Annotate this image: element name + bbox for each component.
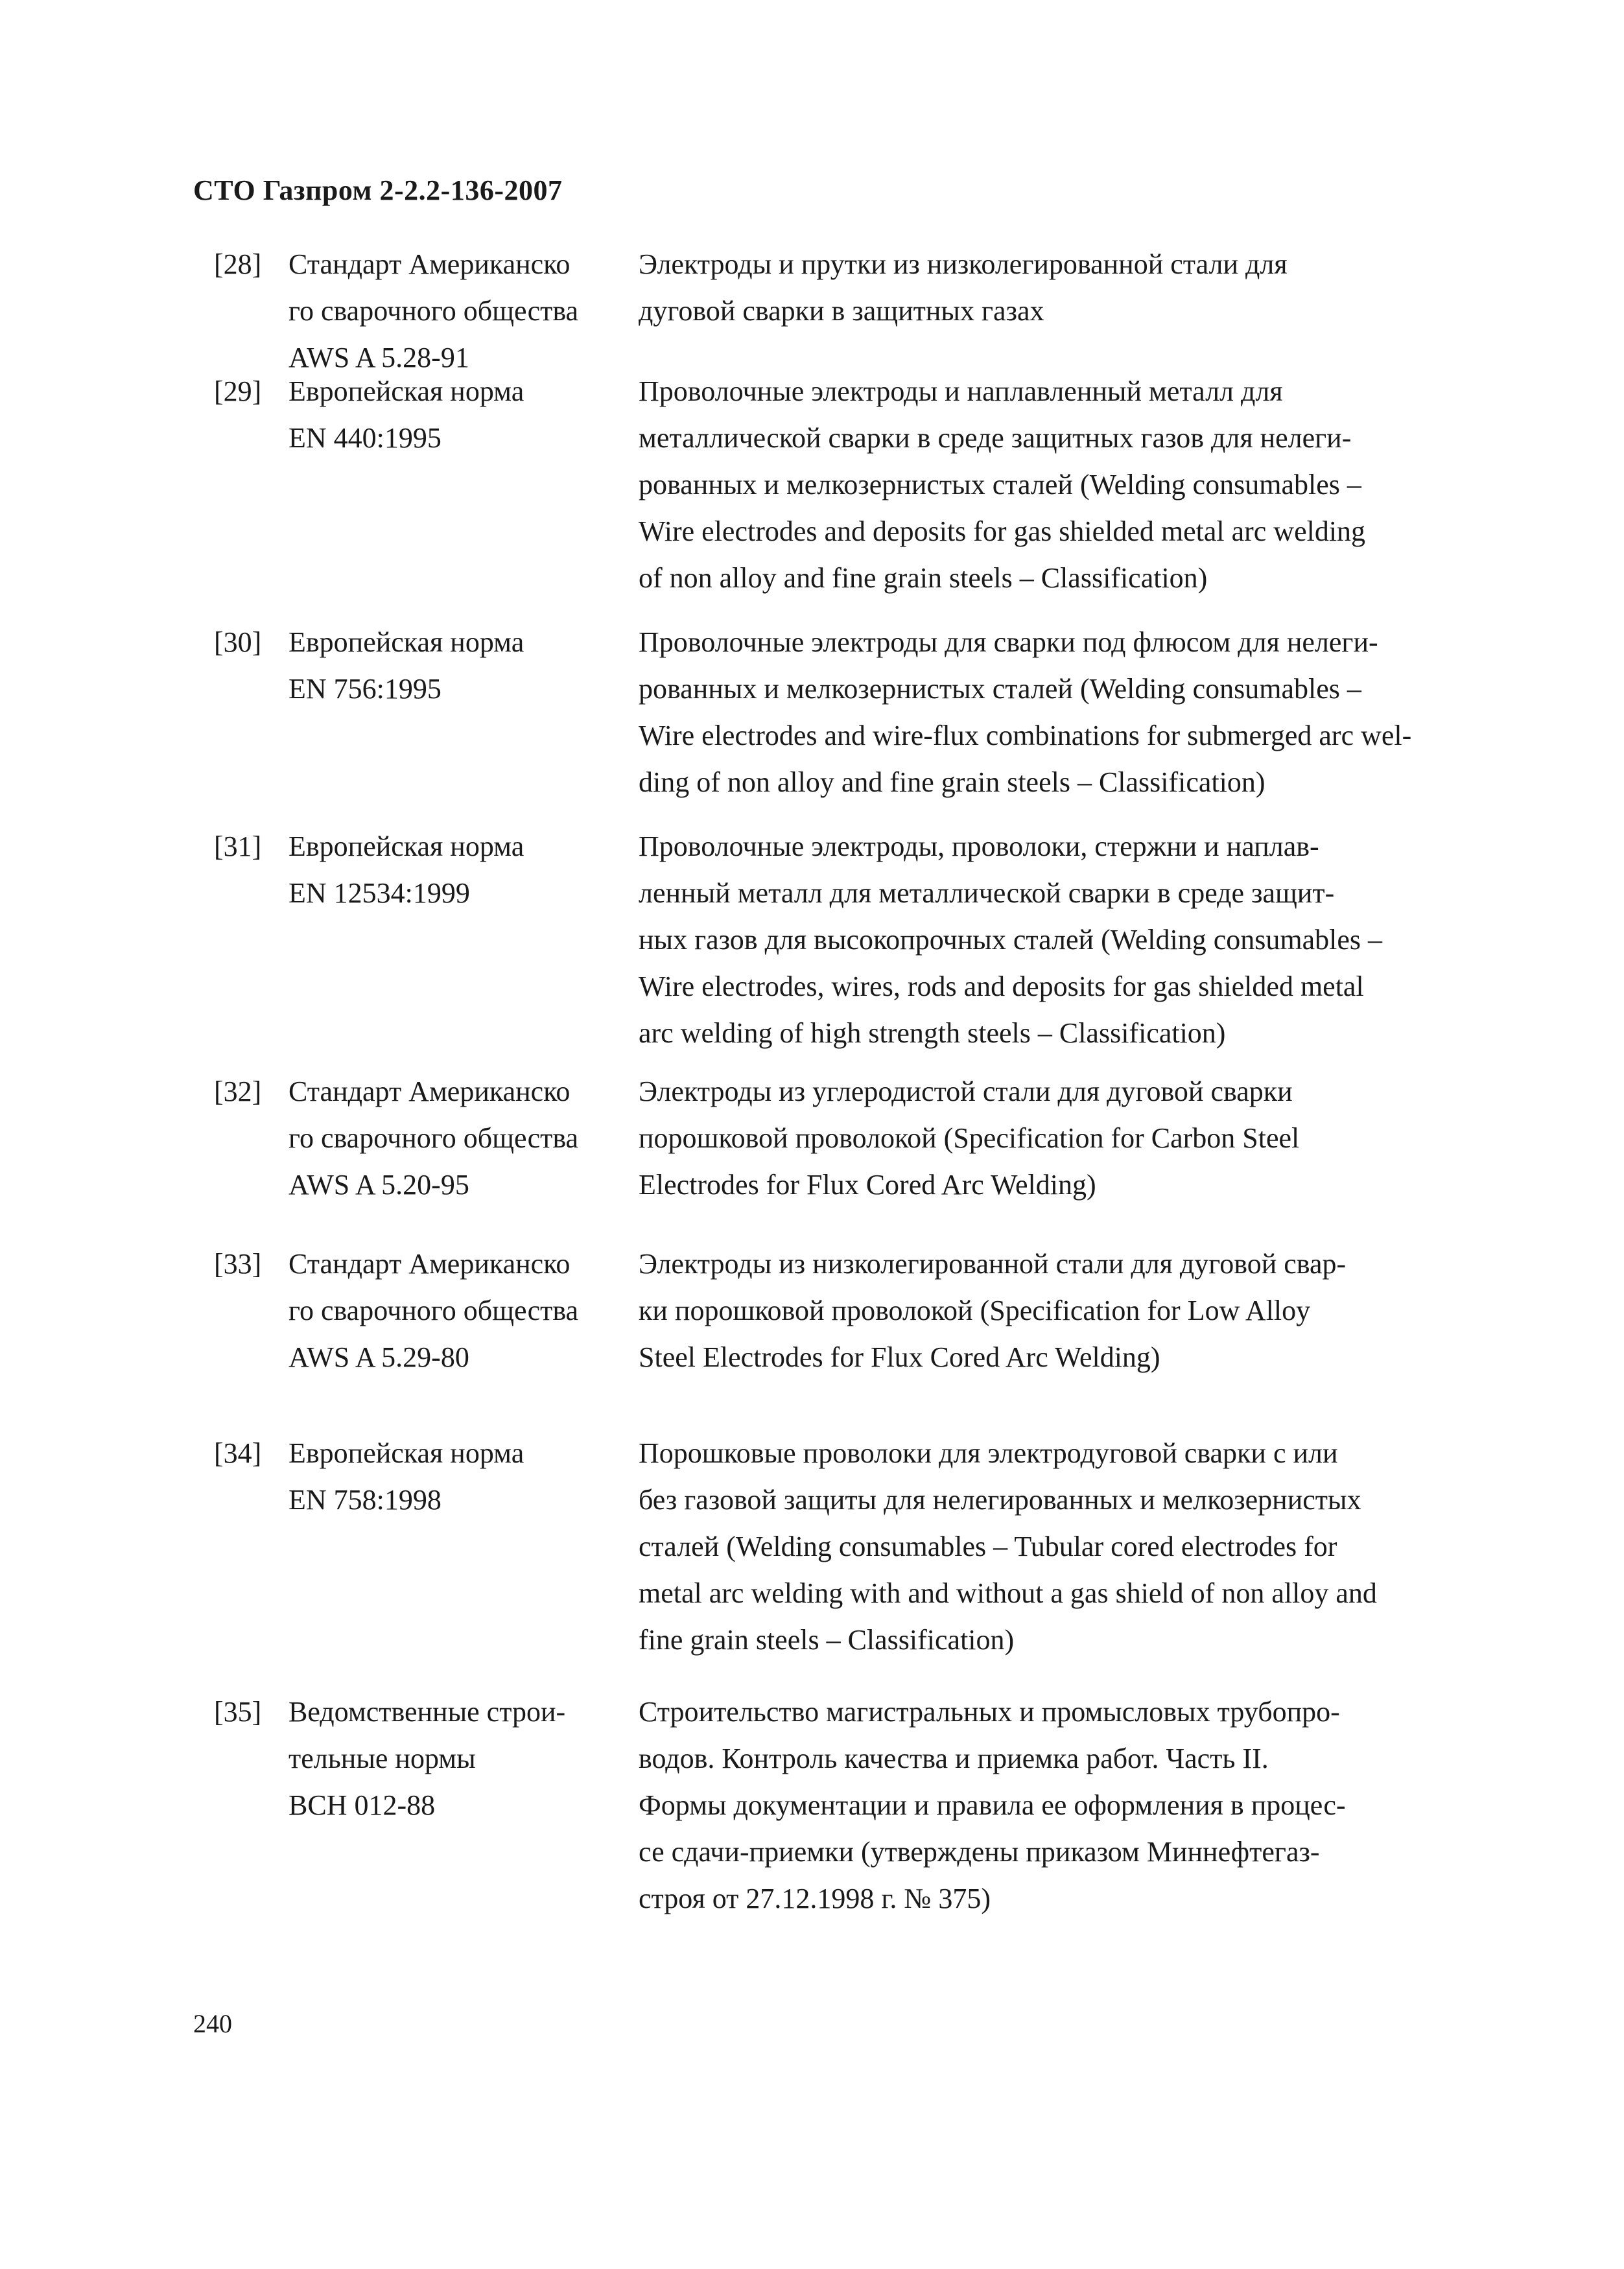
description-line: Wire electrodes, wires, rods and deposits for gas shielded metal [639,970,1364,1002]
description-line: fine grain steels – Classification) [639,1624,1015,1656]
page-header-title: СТО Газпром 2-2.2-136-2007 [193,174,563,206]
description-line: Электроды и прутки из низколегированной стали для [639,248,1288,280]
source-line: EN 440:1995 [288,422,441,454]
reference-source [288,241,639,381]
reference-description [639,1430,1423,1664]
description-line: metal arc welding with and without a gas shield of non alloy and [639,1577,1377,1609]
description-line: ки порошковой проволокой (Specification for Low Alloy [639,1295,1311,1326]
description-line: се сдачи-приемки (утверждены приказом Миннефтегаз- [639,1836,1320,1868]
reference-source [288,619,639,712]
reference-source [288,368,639,462]
source-line: Стандарт Американско [288,1248,571,1280]
source-line: Ведомственные строи- [288,1696,566,1728]
reference-description [639,823,1423,1057]
source-line: Европейская норма [288,1437,524,1469]
reference-description [639,1689,1423,1922]
description-line: of non alloy and fine grain steels – Classification) [639,562,1208,594]
description-line: Steel Electrodes for Flux Cored Arc Welding) [639,1341,1160,1373]
description-line: ных газов для высокопрочных сталей (Welding consumables – [639,924,1382,956]
reference-number: [30] [214,626,262,658]
source-line: EN 12534:1999 [288,877,470,909]
page-number: 240 [193,2009,232,2038]
reference-number: [28] [214,248,262,280]
reference-source [288,1068,639,1208]
description-line: дуговой сварки в защитных газах [639,295,1044,327]
source-line: AWS A 5.28-91 [288,342,469,373]
reference-description [639,1241,1423,1381]
description-line: рованных и мелкозернистых сталей (Welding consumables – [639,469,1361,500]
description-line: ленный металл для металлической сварки в среде защит- [639,877,1335,909]
description-line: Wire electrodes and deposits for gas shielded metal arc welding [639,515,1366,547]
reference-number: [32] [214,1076,262,1107]
reference-description [639,1068,1423,1208]
source-line: го сварочного общества [288,295,579,327]
description-line: ding of non alloy and fine grain steels – Classification) [639,766,1265,798]
description-line: без газовой защиты для нелегированных и мелкозернистых [639,1484,1361,1516]
reference-description [639,368,1423,602]
description-line: Электроды из низколегированной стали для дуговой свар- [639,1248,1347,1280]
source-line: ВСН 012-88 [288,1789,436,1821]
reference-source [288,1241,639,1381]
reference-source [288,1689,639,1829]
description-line: металлической сварки в среде защитных газов для нелеги- [639,422,1352,454]
reference-source [288,1430,639,1523]
description-line: строя от 27.12.1998 г. № 375) [639,1883,991,1914]
source-line: AWS A 5.20-95 [288,1169,469,1201]
reference-number: [31] [214,830,262,862]
description-line: водов. Контроль качества и приемка работ. Часть II. [639,1743,1269,1774]
reference-number: [35] [214,1696,262,1728]
reference-description [639,241,1423,335]
reference-number: [34] [214,1437,262,1469]
source-line: Европейская норма [288,830,524,862]
description-line: порошковой проволокой (Specification for Carbon Steel [639,1122,1300,1154]
description-line: Electrodes for Flux Cored Arc Welding) [639,1169,1096,1201]
reference-description [639,619,1423,806]
description-line: рованных и мелкозернистых сталей (Welding consumables – [639,673,1361,705]
source-line: тельные нормы [288,1743,476,1774]
source-line: го сварочного общества [288,1122,579,1154]
description-line: Проволочные электроды и наплавленный металл для [639,375,1283,407]
source-line: Европейская норма [288,375,524,407]
description-line: Проволочные электроды, проволоки, стержни и наплав- [639,830,1319,862]
source-line: Стандарт Американско [288,248,571,280]
source-line: Стандарт Американско [288,1076,571,1107]
source-line: AWS A 5.29-80 [288,1341,469,1373]
description-line: Строительство магистральных и промысловых трубопро- [639,1696,1340,1728]
reference-number: [33] [214,1248,262,1280]
description-line: Электроды из углеродистой стали для дуговой сварки [639,1076,1293,1107]
description-line: сталей (Welding consumables – Tubular cored electrodes for [639,1531,1337,1562]
description-line: arc welding of high strength steels – Classification) [639,1017,1226,1049]
description-line: Wire electrodes and wire-flux combinations for submerged arc wel- [639,720,1412,751]
description-line: Формы документации и правила ее оформления в процес- [639,1789,1346,1821]
reference-source [288,823,639,917]
reference-number: [29] [214,375,262,407]
source-line: EN 756:1995 [288,673,441,705]
description-line: Порошковые проволоки для электродуговой сварки с или [639,1437,1338,1469]
source-line: го сварочного общества [288,1295,579,1326]
source-line: EN 758:1998 [288,1484,441,1516]
description-line: Проволочные электроды для сварки под флюсом для нелеги- [639,626,1378,658]
source-line: Европейская норма [288,626,524,658]
